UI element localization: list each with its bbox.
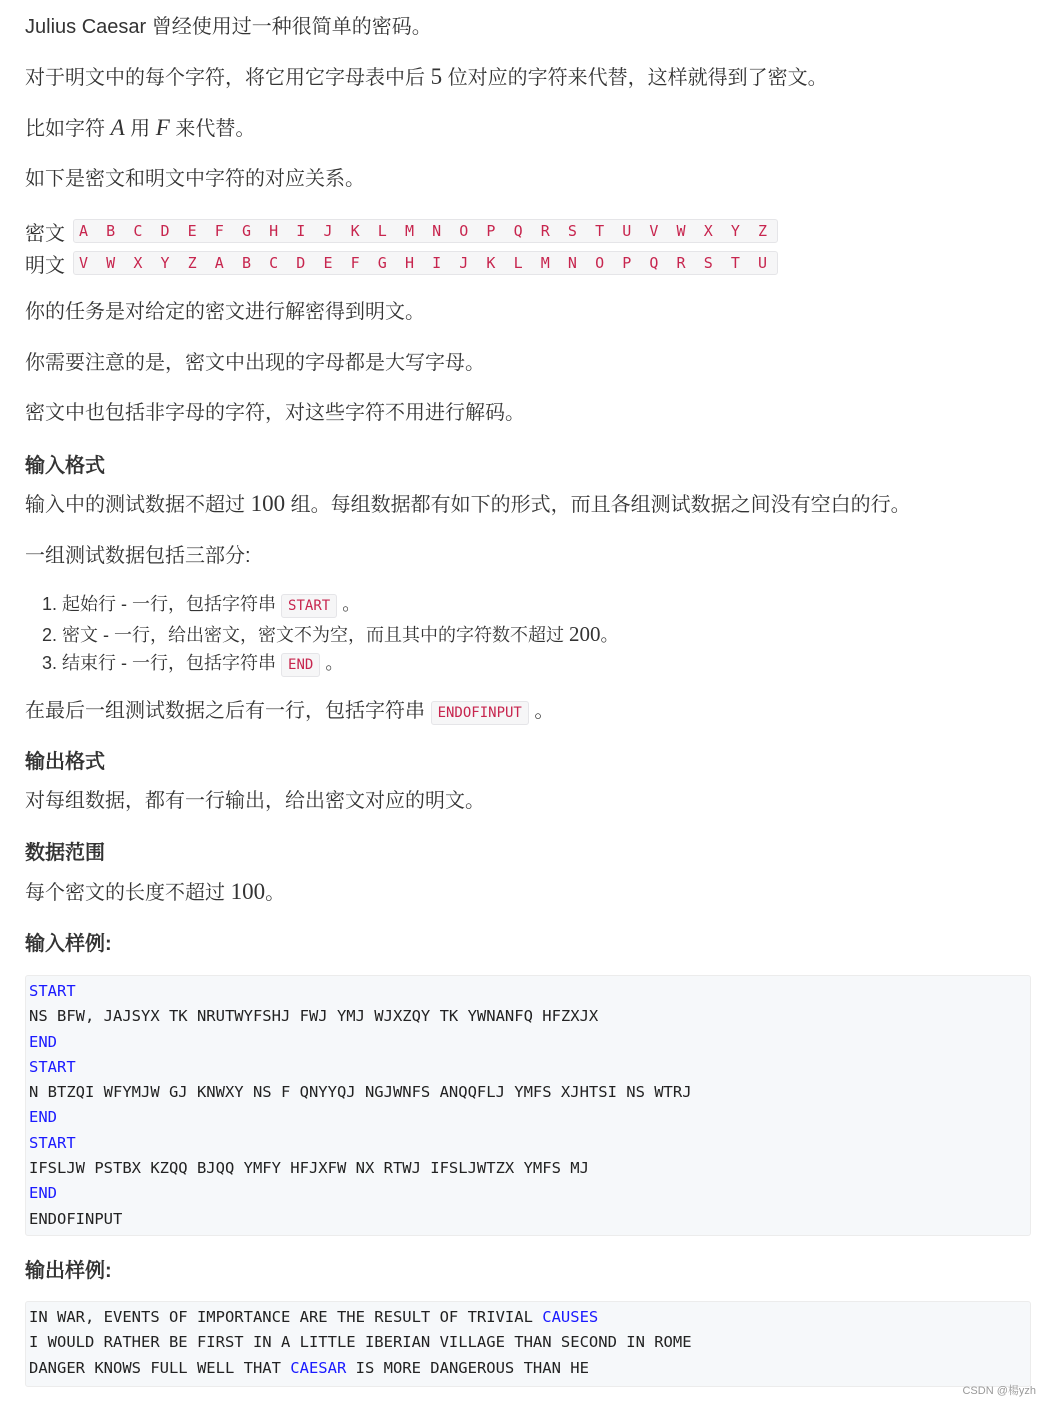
code-line: N BTZQI WFYMJW GJ KNWXY NS F QNYYQJ NGJWNFS ANQQFLJ YMFS XJHTSI NS WTRJ <box>29 1083 692 1102</box>
code-line: END <box>29 1108 57 1127</box>
code-line: I WOULD RATHER BE FIRST IN A LITTLE IBERIAN VILLAGE THAN SECOND IN ROME <box>29 1333 692 1352</box>
plain-letters: V W X Y Z A B C D E F G H I J K L M N O P Q R S T U <box>73 251 778 275</box>
inline-code: ENDOFINPUT <box>431 701 529 725</box>
csdn-watermark: CSDN @楊yzh <box>962 1385 1036 1397</box>
code-line: START <box>29 1057 76 1076</box>
input-format-heading: 输入格式 <box>25 455 105 477</box>
math-number: 5 <box>430 64 443 89</box>
cipher-row <box>25 218 778 244</box>
output-format-p1: 对每组数据，都有一行输出，给出密文对应的明文。 <box>25 790 485 812</box>
input-format-p3: 在最后一组测试数据之后有一行，包括字符串 ENDOFINPUT 。 <box>25 696 554 728</box>
code-line: START <box>29 982 76 1000</box>
code-line: NS BFW, JAJSYX TK NRUTWYFSHJ FWJ YMJ WJXZQY TK YWNANFQ HFZXJX <box>29 1007 599 1026</box>
inline-code: END <box>281 653 320 677</box>
cipher-letters: A B C D E F G H I J K L M N O P Q R S T U V W X Y Z <box>73 219 778 243</box>
list-item: 2. 密文 - 一行，给出密文，密文不为空，而且其中的字符数不超过 200。 <box>42 622 619 646</box>
input-parts-list <box>42 590 619 679</box>
plain-label: 明文 <box>25 254 65 277</box>
intro-line-1: Julius Caesar 曾经使用过一种很简单的密码。 <box>25 16 432 38</box>
math-var-f: F <box>155 115 170 140</box>
cipher-label: 密文 <box>25 222 65 245</box>
data-range-p1: 每个密文的长度不超过 100。 <box>25 879 286 904</box>
task-line-3: 密文中也包括非字母的字符，对这些字符不用进行解码。 <box>25 402 525 424</box>
input-format-p2: 一组测试数据包括三部分: <box>25 545 251 567</box>
input-format-p1: 输入中的测试数据不超过 100 组。每组数据都有如下的形式，而且各组测试数据之间没有空白的行。 <box>25 491 911 516</box>
data-range-heading: 数据范围 <box>25 842 105 864</box>
sample-output-heading: 输出样例: <box>25 1260 112 1282</box>
sample-input-heading: 输入样例: <box>25 933 112 955</box>
inline-code: START <box>281 594 337 618</box>
code-line: IN WAR, EVENTS OF IMPORTANCE ARE THE RESULT OF TRIVIAL CAUSES <box>29 1308 599 1326</box>
code-line: END <box>29 1032 57 1051</box>
output-format-heading: 输出格式 <box>25 751 105 773</box>
code-line: START <box>29 1133 76 1152</box>
sample-output-codeblock <box>25 1301 1031 1387</box>
sample-input-codeblock <box>25 975 1031 1236</box>
intro-line-4: 如下是密文和明文中字符的对应关系。 <box>25 168 365 190</box>
code-line: IFSLJW PSTBX KZQQ BJQQ YMFY HFJXFW NX RTWJ IFSLJWTZX YMFS MJ <box>29 1159 589 1178</box>
task-line-2: 你需要注意的是，密文中出现的字母都是大写字母。 <box>25 352 485 374</box>
list-item: 1. 起始行 - 一行，包括字符串 START 。 <box>42 590 619 620</box>
code-line: DANGER KNOWS FULL WELL THAT CAESAR IS MORE DANGEROUS THAN HE <box>29 1358 589 1377</box>
list-item: 3. 结束行 - 一行，包括字符串 END 。 <box>42 649 619 679</box>
intro-line-3: 比如字符 A 用 F 来代替。 <box>25 115 256 140</box>
task-line-1: 你的任务是对给定的密文进行解密得到明文。 <box>25 301 425 323</box>
math-var-a: A <box>110 115 125 140</box>
code-line: ENDOFINPUT <box>29 1209 123 1228</box>
intro-line-2: 对于明文中的每个字符，将它用它字母表中后 5 位对应的字符来代替，这样就得到了密文。 <box>25 64 828 89</box>
plain-row <box>25 250 778 276</box>
code-line: END <box>29 1184 57 1203</box>
